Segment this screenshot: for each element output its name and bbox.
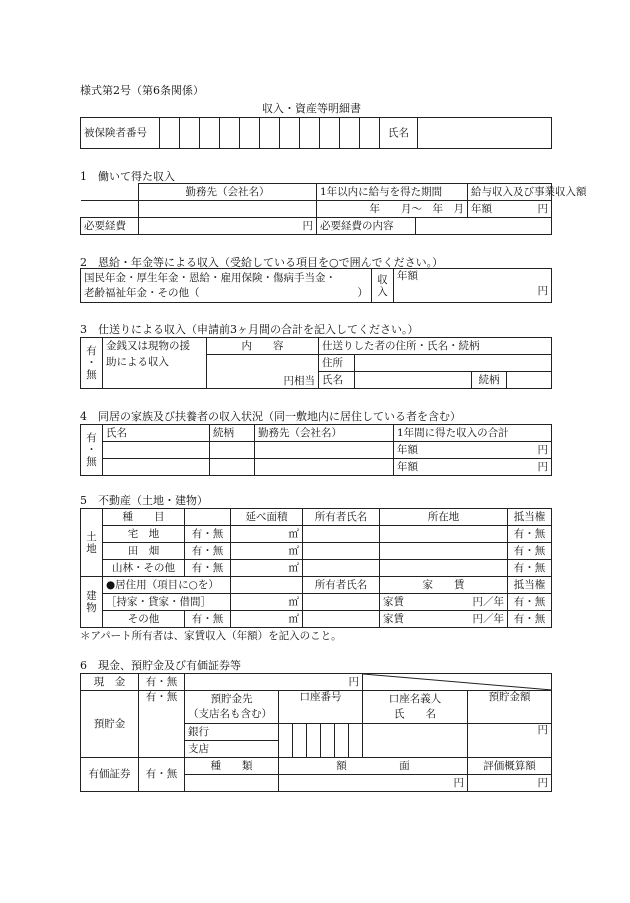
diagonal-line bbox=[363, 674, 552, 690]
name-label: 氏名 bbox=[380, 118, 418, 149]
apartment-note: ＊アパート所有者は、家賃収入（年額）を記入のこと。 bbox=[80, 630, 342, 642]
family-relation-field[interactable] bbox=[210, 442, 255, 459]
insured-number-digit[interactable] bbox=[340, 118, 360, 149]
land-type-farmland: 田 畑 bbox=[103, 543, 185, 560]
area-field[interactable]: ㎡ bbox=[231, 543, 303, 560]
expense-label: 必要経費 bbox=[81, 218, 139, 235]
rent-unit[interactable]: 円／年 bbox=[467, 594, 508, 611]
bank-field[interactable]: 銀行 bbox=[185, 724, 279, 741]
insured-number-digit[interactable] bbox=[280, 118, 300, 149]
owner-field[interactable] bbox=[303, 611, 380, 628]
section-6-table bbox=[80, 673, 552, 792]
insured-number-digit[interactable] bbox=[160, 118, 180, 149]
family-employer-field[interactable] bbox=[255, 442, 394, 459]
owner-field[interactable] bbox=[303, 594, 380, 611]
residence-label: ●居住用（項目に○を） bbox=[103, 577, 231, 594]
account-digit[interactable] bbox=[349, 724, 363, 758]
account-digit[interactable] bbox=[307, 724, 321, 758]
area-field[interactable]: ㎡ bbox=[231, 611, 303, 628]
family-name-field[interactable] bbox=[103, 459, 210, 476]
mortgage-label: 抵当権 bbox=[508, 577, 552, 594]
insured-number-digit[interactable] bbox=[360, 118, 380, 149]
name-label: 氏名 bbox=[319, 372, 355, 389]
deposit-label: 預貯金 bbox=[81, 691, 139, 758]
rent-label: 家 賃 bbox=[380, 577, 508, 594]
securities-yumu[interactable]: 有・無 bbox=[139, 758, 185, 792]
address-field[interactable] bbox=[355, 355, 552, 372]
other-label: その他 bbox=[103, 611, 185, 628]
area-field[interactable]: ㎡ bbox=[231, 560, 303, 577]
employer-label: 勤務先（会社名） bbox=[139, 184, 317, 201]
deposit-yumu[interactable]: 有・無 bbox=[139, 691, 185, 758]
document-title: 収入・資産等明細書 bbox=[262, 102, 361, 115]
account-digit[interactable] bbox=[293, 724, 307, 758]
deposit-amount-field[interactable]: 円 bbox=[468, 724, 552, 758]
employer-field[interactable] bbox=[139, 201, 317, 218]
location-label: 所在地 bbox=[380, 509, 508, 526]
owner-label: 所有者氏名 bbox=[303, 509, 380, 526]
yumu-field[interactable]: 有・無 bbox=[185, 543, 231, 560]
insured-number-digit[interactable] bbox=[300, 118, 320, 149]
securities-label: 有価証券 bbox=[81, 758, 139, 792]
name-field[interactable] bbox=[355, 372, 472, 389]
holder-field[interactable] bbox=[363, 724, 468, 758]
section-1-heading: 1 働いて得た収入 bbox=[80, 170, 175, 183]
account-digit[interactable] bbox=[279, 724, 293, 758]
building-label-vertical: 建 物 bbox=[81, 577, 103, 628]
valuation-label: 評価概算額 bbox=[468, 758, 552, 775]
account-digit[interactable] bbox=[321, 724, 335, 758]
relation-field[interactable] bbox=[507, 372, 552, 389]
insured-number-digit[interactable] bbox=[240, 118, 260, 149]
insured-number-digit[interactable] bbox=[180, 118, 200, 149]
location-field[interactable] bbox=[380, 560, 508, 577]
pension-line-2: 老齢福祉年金・その他（ bbox=[84, 286, 200, 299]
employer-label: 勤務先（会社名） bbox=[255, 425, 394, 442]
insured-number-digit[interactable] bbox=[320, 118, 340, 149]
pension-line-1: 国民年金・厚生年金・恩給・雇用保険・傷病手当金・ bbox=[84, 271, 336, 284]
content-field[interactable]: 円相当 bbox=[207, 355, 319, 389]
section-3-table bbox=[80, 337, 552, 389]
location-field[interactable] bbox=[380, 526, 508, 543]
face-value-field[interactable]: 円 bbox=[279, 775, 468, 792]
family-income-field[interactable]: 年額 円 bbox=[394, 442, 552, 459]
section-4-table bbox=[80, 424, 552, 476]
sender-label: 仕送りした者の住所・氏名・続柄 bbox=[319, 338, 552, 355]
area-field[interactable]: ㎡ bbox=[231, 594, 303, 611]
owner-field[interactable] bbox=[303, 560, 380, 577]
land-type-forest: 山林・その他 bbox=[103, 560, 185, 577]
header-table bbox=[80, 117, 552, 149]
owner-label: 所有者氏名 bbox=[303, 577, 380, 594]
form-number: 様式第2号（第6条関係） bbox=[80, 84, 204, 97]
annual-amount-field[interactable] bbox=[468, 201, 552, 218]
kind-label: 種 類 bbox=[185, 758, 279, 775]
expense-detail-label: 必要経費の内容 bbox=[317, 218, 416, 235]
insured-number-digit[interactable] bbox=[200, 118, 220, 149]
section-3-heading: 3 仕送りによる収入（申請前3ヶ月間の合計を記入してください。） bbox=[80, 323, 419, 336]
paren-close: ） bbox=[357, 286, 368, 299]
land-type-residential: 宅 地 bbox=[103, 526, 185, 543]
bank-header: 預貯金先 （支店名も含む） bbox=[185, 691, 279, 724]
cash-amount-field[interactable]: 円 bbox=[185, 674, 363, 691]
rent-cell: 家賃 bbox=[380, 611, 467, 628]
cash-diagonal-cell bbox=[363, 674, 552, 691]
yumu-vertical[interactable]: 有 ・ 無 bbox=[81, 425, 103, 476]
blank-cell bbox=[81, 201, 139, 218]
yen-unit: 円 bbox=[537, 285, 548, 297]
land-label-vertical: 土 地 bbox=[81, 509, 103, 577]
yumu-field[interactable]: 有・無 bbox=[185, 611, 231, 628]
residence-types[interactable]: ［持家・貸家・借間］ bbox=[103, 594, 231, 611]
mortgage-yumu[interactable]: 有・無 bbox=[508, 594, 552, 611]
yumu-field[interactable]: 有・無 bbox=[185, 560, 231, 577]
blank-cell bbox=[231, 577, 303, 594]
cash-yumu[interactable]: 有・無 bbox=[139, 674, 185, 691]
relation-label: 続柄 bbox=[472, 372, 507, 389]
rent-unit[interactable]: 円／年 bbox=[467, 611, 508, 628]
yen-unit: 円 bbox=[537, 202, 548, 215]
family-name-field[interactable] bbox=[103, 442, 210, 459]
area-field[interactable]: ㎡ bbox=[231, 526, 303, 543]
section-6-heading: 6 現金、預貯金及び有価証券等 bbox=[80, 659, 241, 672]
content-label: 内 容 bbox=[207, 338, 319, 355]
mortgage-yumu[interactable]: 有・無 bbox=[508, 560, 552, 577]
family-income-field[interactable]: 年額 円 bbox=[394, 459, 552, 476]
rent-cell: 家賃 bbox=[380, 594, 467, 611]
type-label: 種 目 bbox=[103, 509, 185, 526]
holder-header: 口座名義人 氏 名 bbox=[363, 691, 468, 724]
family-relation-field[interactable] bbox=[210, 459, 255, 476]
expense-field[interactable]: 円 bbox=[139, 218, 317, 235]
period-field[interactable]: 年 月～ 年 月 bbox=[317, 201, 468, 218]
location-field[interactable] bbox=[380, 543, 508, 560]
annual-label: 年額 bbox=[397, 270, 418, 282]
income-label-vertical: 収 入 bbox=[372, 269, 394, 303]
address-label: 住所 bbox=[319, 355, 355, 372]
mortgage-yumu[interactable]: 有・無 bbox=[508, 611, 552, 628]
relation-label: 続柄 bbox=[210, 425, 255, 442]
blank-cell bbox=[81, 184, 139, 201]
yumu-vertical[interactable]: 有 ・ 無 bbox=[81, 338, 103, 389]
section-5-heading: 5 不動産（土地・建物） bbox=[80, 494, 208, 507]
income-label: 1年間に得た収入の合計 bbox=[394, 425, 552, 442]
owner-field[interactable] bbox=[303, 526, 380, 543]
name-field[interactable] bbox=[418, 118, 552, 149]
branch-field[interactable]: 支店 bbox=[185, 741, 279, 758]
pension-types[interactable] bbox=[81, 269, 372, 303]
pension-annual-field[interactable] bbox=[394, 269, 552, 303]
expense-detail-field[interactable] bbox=[416, 218, 552, 235]
amount-label: 給与収入及び事業収入額 bbox=[468, 184, 552, 201]
insured-number-digit[interactable] bbox=[260, 118, 280, 149]
section-4-heading: 4 同居の家族及び扶養者の収入状況（同一敷地内に居住している者を含む） bbox=[80, 410, 461, 423]
family-employer-field[interactable] bbox=[255, 459, 394, 476]
kind-field[interactable] bbox=[185, 775, 279, 792]
account-digit[interactable] bbox=[335, 724, 349, 758]
insured-number-digit[interactable] bbox=[220, 118, 240, 149]
mortgage-yumu[interactable]: 有・無 bbox=[508, 543, 552, 560]
period-label: 1年以内に給与を得た期間 bbox=[317, 184, 468, 201]
face-value-label: 額 面 bbox=[279, 758, 468, 775]
section-1-table bbox=[80, 183, 587, 235]
cash-support-label: 金銭又は現物の援 助による収入 bbox=[103, 338, 207, 389]
mortgage-yumu[interactable]: 有・無 bbox=[508, 526, 552, 543]
annual-label: 年額 bbox=[471, 202, 492, 215]
name-label: 氏名 bbox=[103, 425, 210, 442]
blank-cell bbox=[185, 509, 231, 526]
section-5-table bbox=[80, 508, 552, 628]
section-2-heading: 2 恩給・年金等による収入（受給している項目を○で囲んでください。） bbox=[80, 256, 444, 269]
section-2-table bbox=[80, 268, 552, 303]
mortgage-label: 抵当権 bbox=[508, 509, 552, 526]
insured-number-label: 被保険者番号 bbox=[81, 118, 160, 149]
cash-label: 現 金 bbox=[81, 674, 139, 691]
valuation-field[interactable]: 円 bbox=[468, 775, 552, 792]
area-label: 延べ面積 bbox=[231, 509, 303, 526]
yumu-field[interactable]: 有・無 bbox=[185, 526, 231, 543]
owner-field[interactable] bbox=[303, 543, 380, 560]
account-number-label: 口座番号 bbox=[279, 691, 363, 724]
deposit-amount-label: 預貯金額 bbox=[468, 691, 552, 724]
